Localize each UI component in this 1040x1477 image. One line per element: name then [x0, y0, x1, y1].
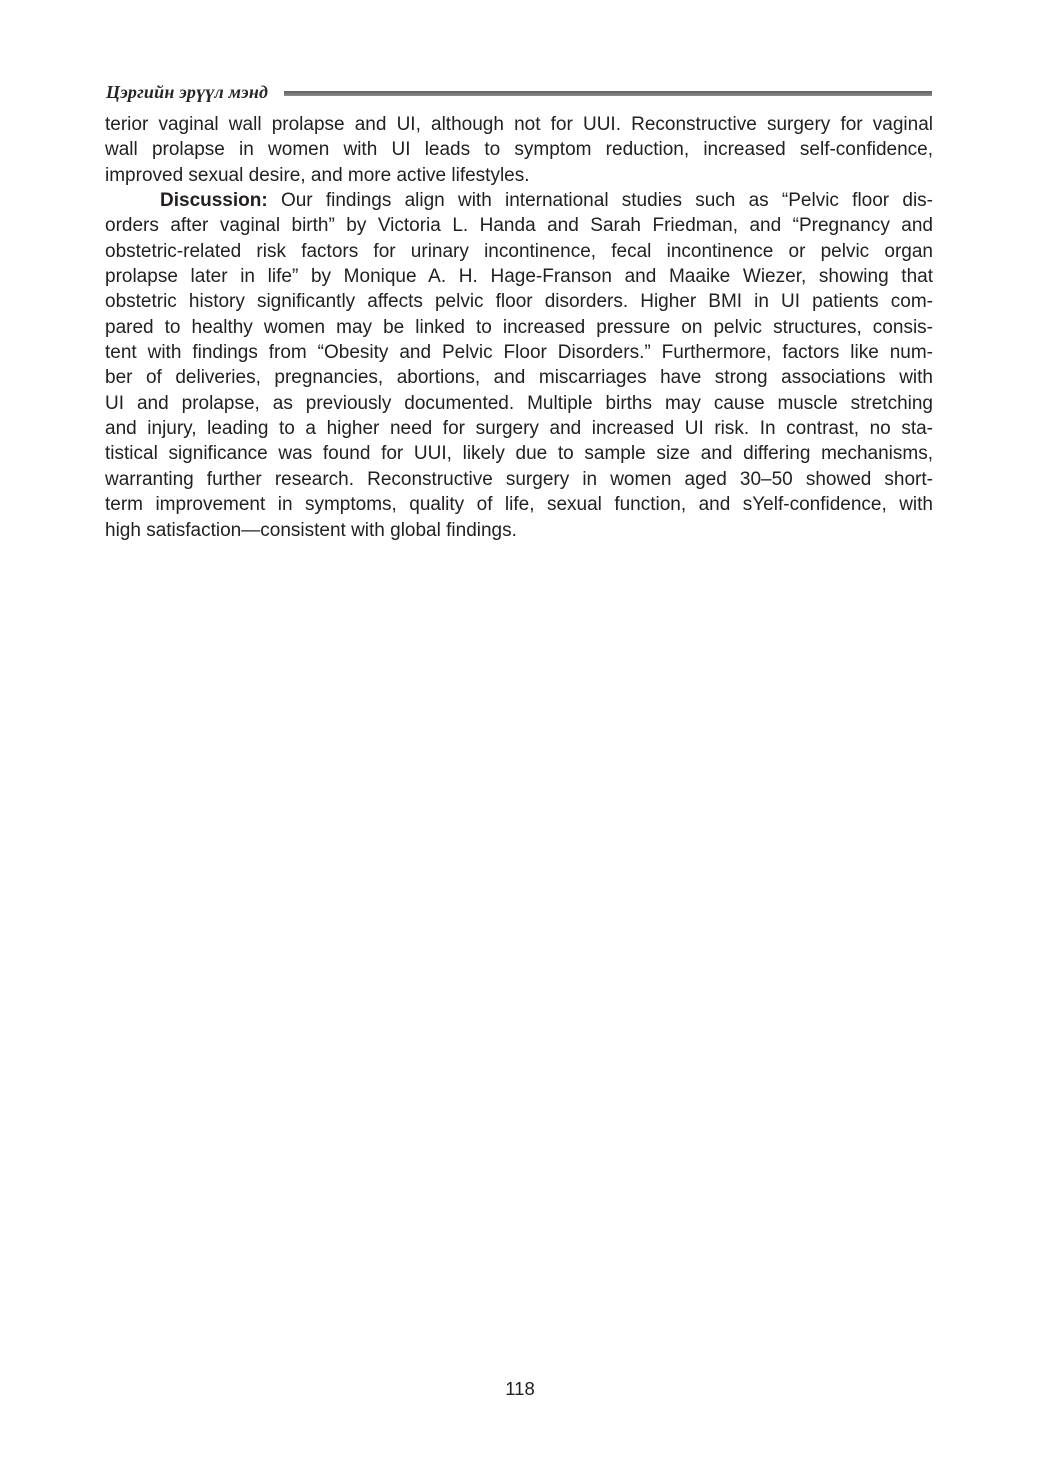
- body-line: prolapse later in life” by Monique A. H. Hage-Franson and Maaike Wiezer, showing that: [105, 266, 933, 288]
- body-line: ber of deliveries, pregnancies, abortions, and miscarriages have strong associations with: [105, 367, 933, 389]
- body-line: improved sexual desire, and more active lifestyles.: [105, 164, 530, 186]
- discussion-line-rest: Our findings align with international studies such as “Pelvic floor dis-: [267, 190, 933, 212]
- body-line: pared to healthy women may be linked to increased pressure on pelvic structures, consis-: [105, 316, 933, 338]
- body-text: [105, 112, 933, 543]
- body-line: UI and prolapse, as previously documented. Multiple births may cause muscle stretching: [105, 392, 933, 414]
- body-line: obstetric-related risk factors for urinary incontinence, fecal incontinence or pelvic organ: [105, 240, 933, 262]
- body-line: obstetric history significantly affects pelvic floor disorders. Higher BMI in UI patients com-: [105, 291, 933, 313]
- discussion-label: Discussion:: [160, 190, 268, 212]
- body-line: terior vaginal wall prolapse and UI, although not for UUI. Reconstructive surgery for vaginal: [105, 114, 933, 135]
- page-footer: [0, 1378, 1040, 1400]
- journal-title: Цэргийн эрүүл мэнд: [106, 82, 269, 102]
- body-line: tistical significance was found for UUI, likely due to sample size and differing mechanisms,: [105, 443, 933, 465]
- body-line: and injury, leading to a higher need for surgery and increased UI risk. In contrast, no sta-: [105, 418, 933, 440]
- header-rule: [284, 91, 932, 96]
- page-header: [106, 82, 932, 103]
- page-number: 118: [505, 1378, 535, 1399]
- body-line: wall prolapse in women with UI leads to symptom reduction, increased self-confidence,: [105, 139, 933, 161]
- body-line: tent with findings from “Obesity and Pelvic Floor Disorders.” Furthermore, factors like num-: [105, 342, 933, 364]
- body-line: orders after vaginal birth” by Victoria L. Handa and Sarah Friedman, and “Pregnancy and: [105, 215, 933, 237]
- body-line-discussion: [105, 188, 933, 213]
- body-line: term improvement in symptoms, quality of life, sexual function, and sYelf-confidence, with: [105, 494, 933, 516]
- body-line: warranting further research. Reconstructive surgery in women aged 30–50 showed short-: [105, 468, 933, 490]
- body-line: high satisfaction—consistent with global findings.: [105, 519, 517, 541]
